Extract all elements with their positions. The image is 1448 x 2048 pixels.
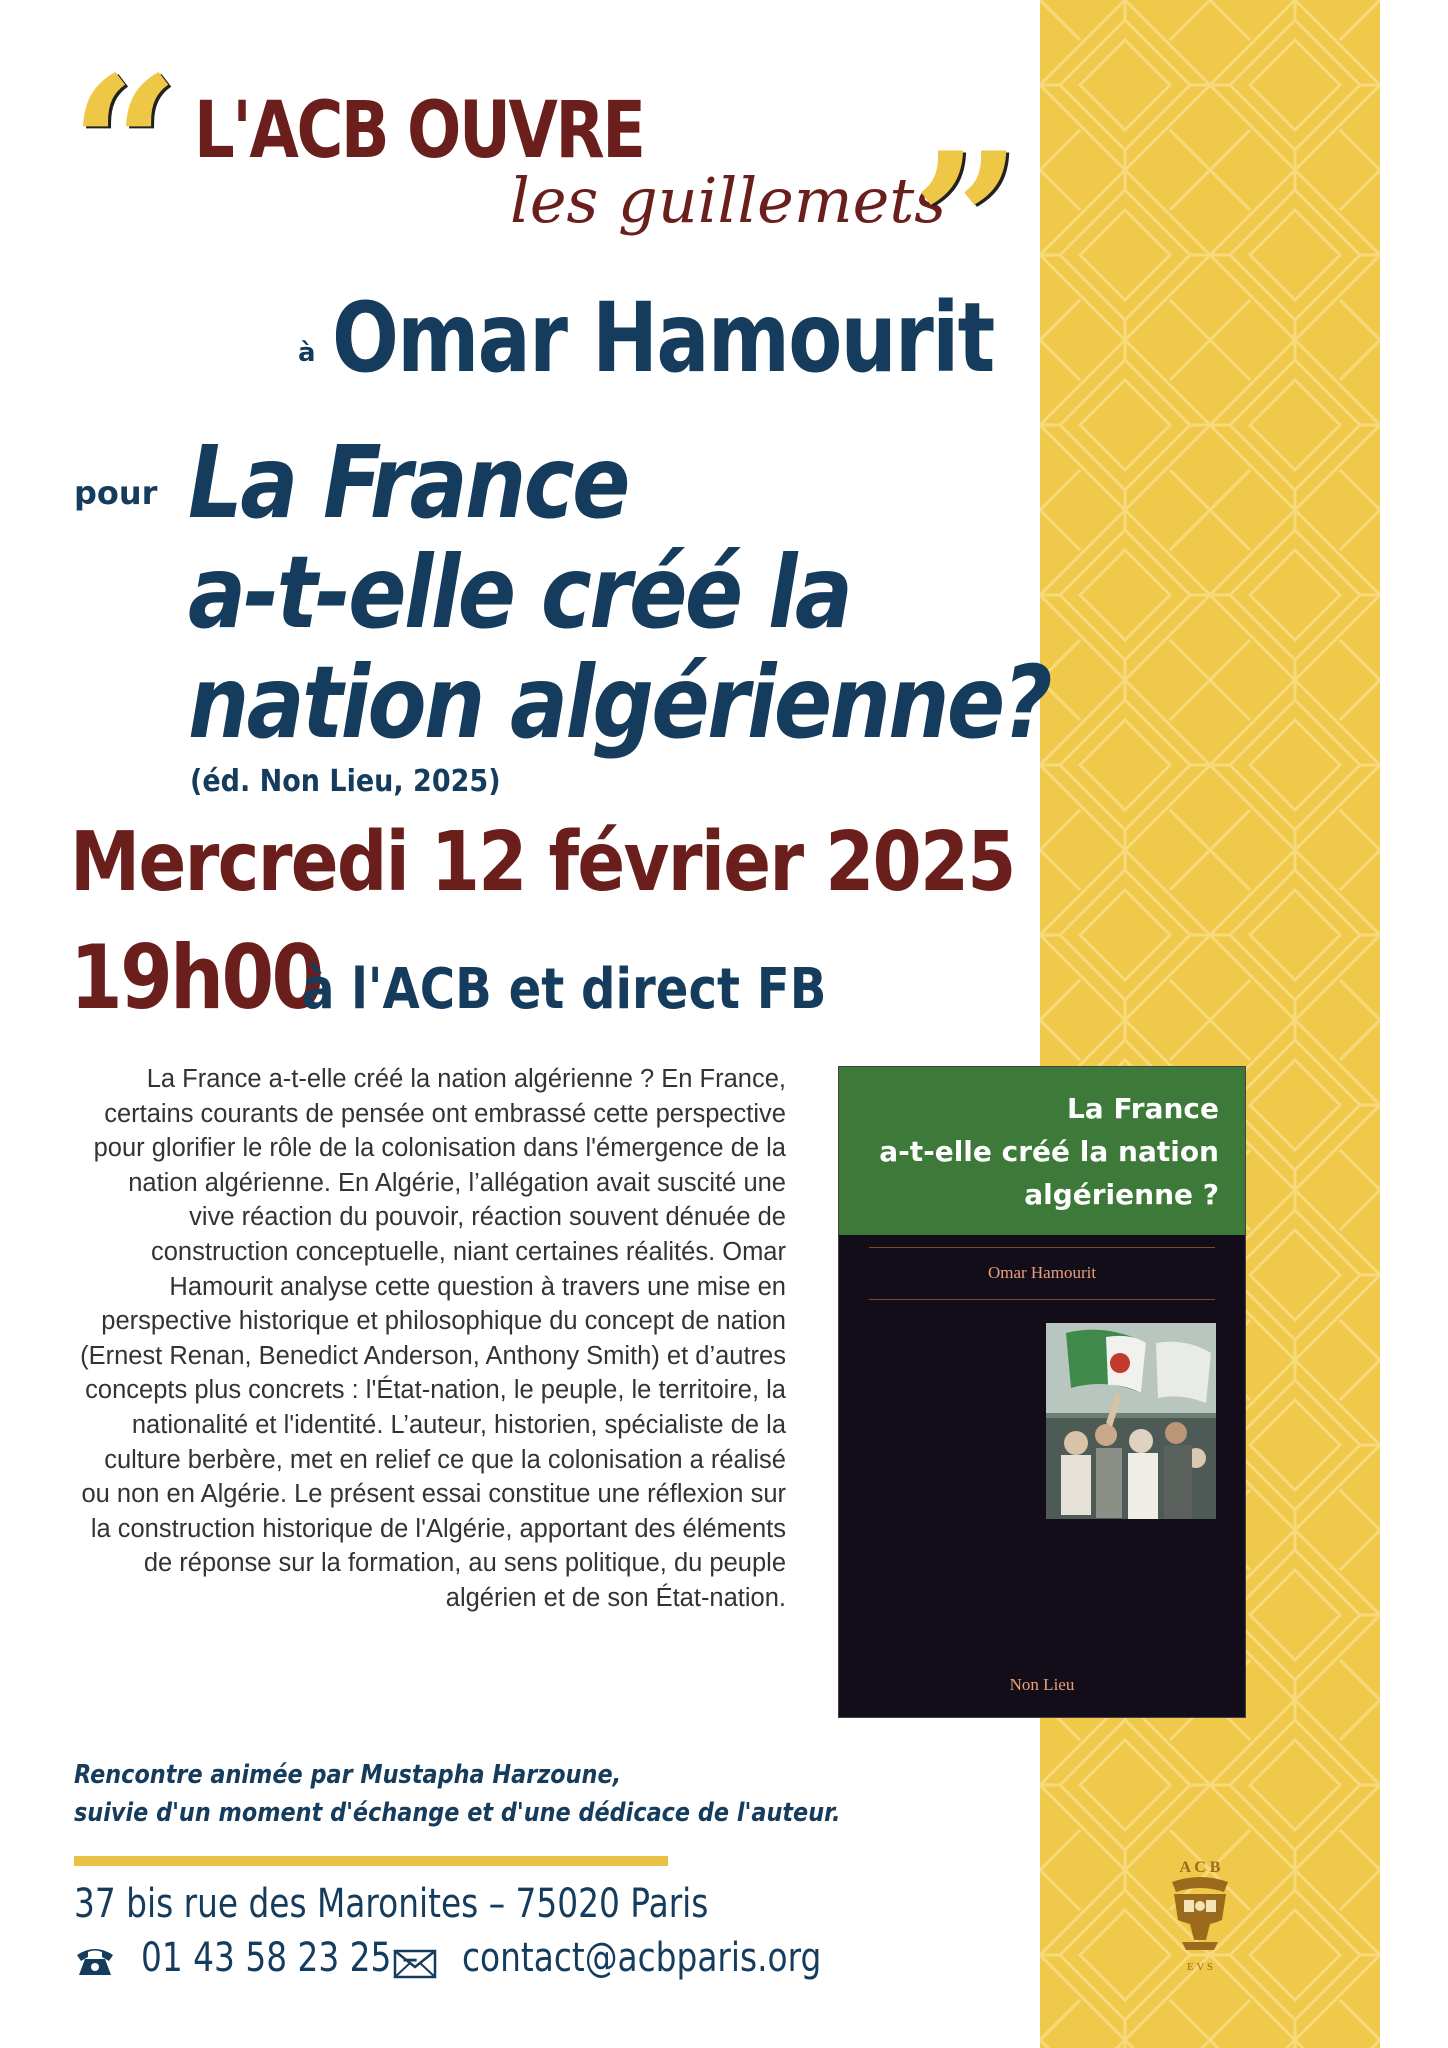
cover-title: La France a-t-elle créé la nation algérienne ? (879, 1092, 1219, 1211)
event-time: 19h00 (70, 926, 322, 1029)
cover-publisher: Non Lieu (1009, 1675, 1075, 1694)
phone-number[interactable]: 01 43 58 23 25 – (140, 1935, 418, 1981)
logo-bottom-text: E V S (1187, 1961, 1213, 1973)
moderator-line: Rencontre animée par Mustapha Harzoune, (74, 1760, 622, 1790)
cover-title-panel (839, 1067, 1245, 1235)
moderator-line: suivie d'un moment d'échange et d'une dédicace de l'auteur. (74, 1798, 841, 1828)
decorative-pattern-band (1040, 0, 1380, 2048)
email-link[interactable]: contact@acbparis.org (462, 1935, 822, 1981)
cover-photo (1046, 1323, 1216, 1519)
book-edition: (éd. Non Lieu, 2025) (190, 764, 501, 799)
phone-icon (74, 1940, 116, 1988)
event-venue: à l'ACB et direct FB (302, 957, 827, 1022)
footer-divider (74, 1856, 668, 1866)
book-title-line: La France (188, 424, 628, 541)
quote-open-icon: “ (70, 35, 152, 258)
address: 37 bis rue des Maronites – 75020 Paris (74, 1881, 709, 1927)
contact-row (74, 1934, 900, 1984)
book-prefix: pour (74, 474, 158, 512)
book-title-line: nation algérienne? (188, 644, 1050, 761)
cover-divider (869, 1299, 1215, 1300)
logo-top-text: A C B (1179, 1859, 1221, 1876)
guest-prefix: à (298, 338, 316, 368)
book-cover (838, 1066, 1246, 1718)
moderator-note (74, 1756, 840, 1832)
guest-name: Omar Hamourit (332, 282, 994, 394)
event-date: Mercredi 12 février 2025 (70, 815, 1015, 910)
cover-author: Omar Hamourit (987, 1263, 1097, 1282)
cover-divider (869, 1247, 1215, 1248)
quote-close-icon: ” (912, 111, 994, 334)
book-title (188, 424, 1050, 761)
header-title: L'ACB OUVRE (194, 86, 644, 176)
book-title-line: a-t-elle créé la (188, 534, 851, 651)
header-subtitle: les guillemets (510, 164, 947, 237)
book-description: La France a-t-elle créé la nation algérienne ? En France, certains courants de pensée ont embrassé cette perspective pour glorifier le rôle de la colonisation dans l'émergence de la nation algérienne. En Algérie, l’allégation avait suscité une vive réaction du pouvoir, réaction souvent dénuée de construction conceptuelle, niant certaines réalités. Omar Hamourit analyse cette question à travers une mise en perspective historique et philosophique du concept de nation (Ernest Renan, Benedict Anderson, Anthony Smith) et d’autres concepts plus concrets : l'État-nation, le peuple, le territoire, la nationalité et l'identité. L’auteur, historien, spécialiste de la culture berbère, met en relief ce que la colonisation a réalisé ou non en Algérie. Le présent essai constitue une réflexion sur la construction historique de l'Algérie, apportant des éléments de réponse sur la formation, au sens politique, du peuple algérien et de son État-nation. (80, 1065, 786, 1612)
acb-logo (1160, 1858, 1240, 1980)
